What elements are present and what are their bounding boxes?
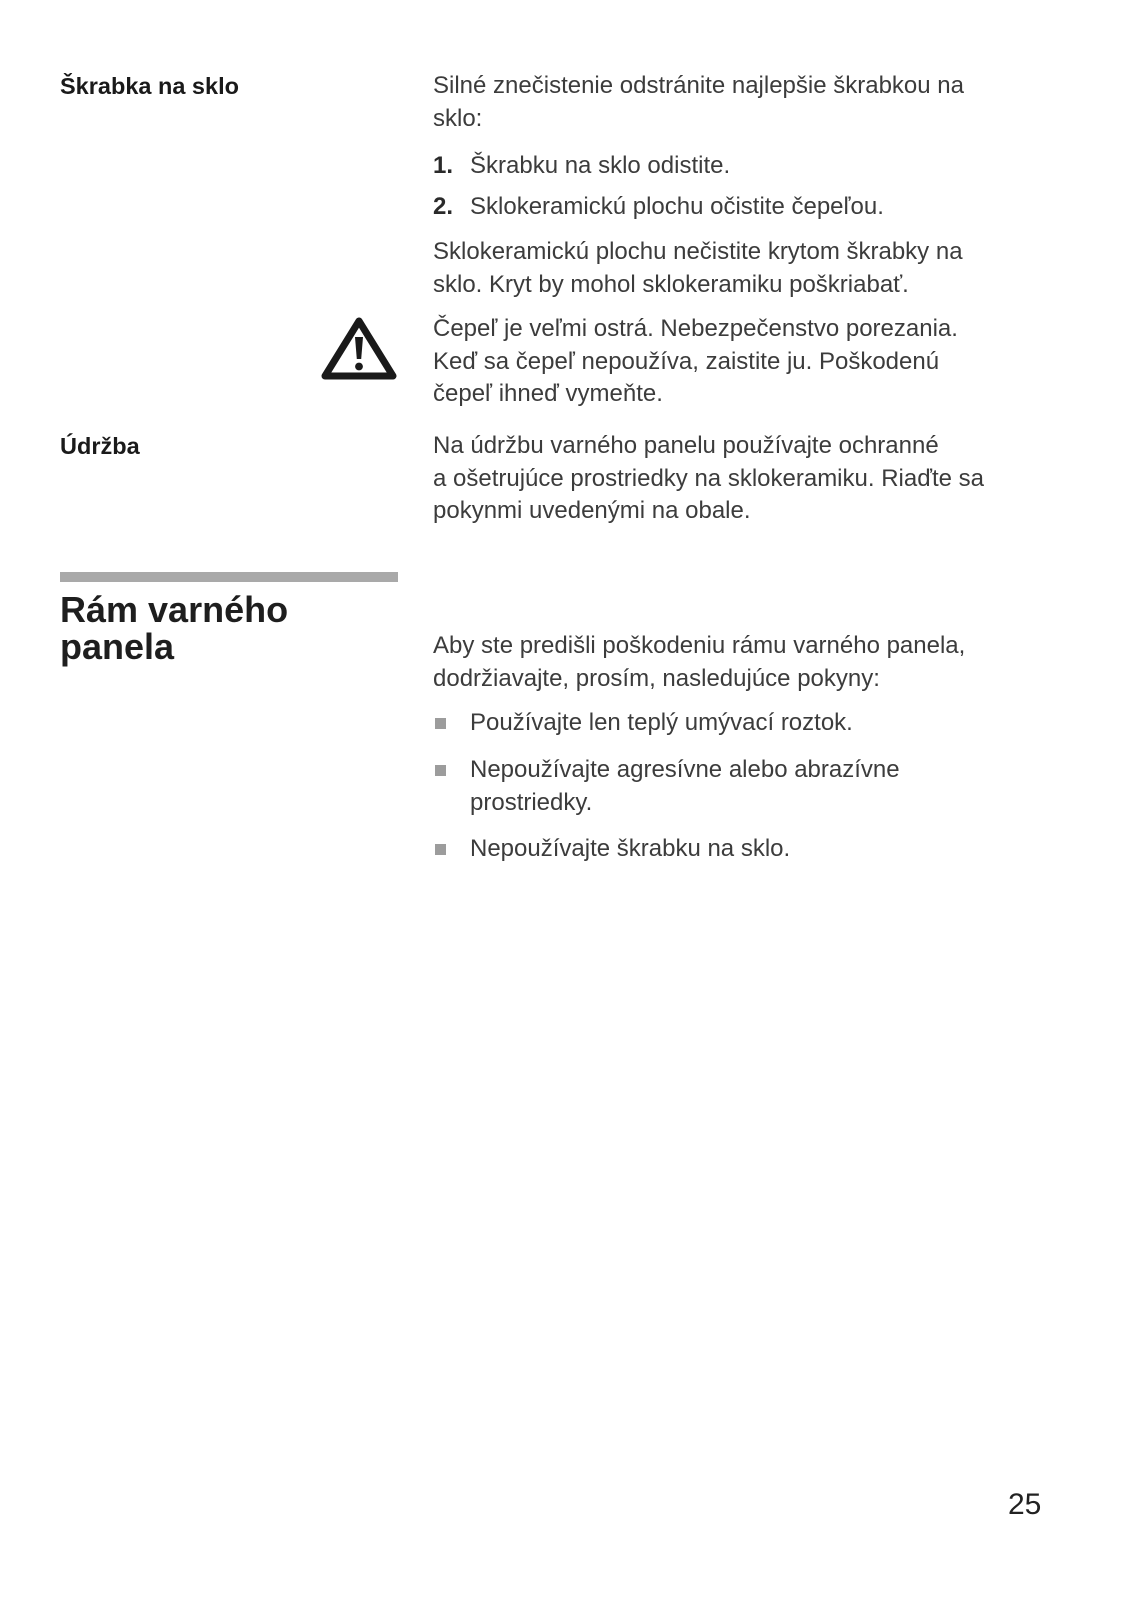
- scraper-note-line: sklo. Kryt by mohol sklokeramiku poškriabať.: [433, 270, 909, 298]
- frame-intro-line: dodržiavajte, prosím, nasledujúce pokyny:: [433, 664, 880, 692]
- frame-heading: [60, 591, 288, 665]
- step-item-1: [433, 150, 730, 183]
- bullet-line: Nepoužívajte agresívne alebo abrazívne: [470, 756, 900, 783]
- scraper-intro: [433, 70, 964, 135]
- warning-triangle-icon: [320, 314, 398, 382]
- frame-intro-line: Aby ste predišli poškodeniu rámu varného panela,: [433, 632, 966, 659]
- step-text: Sklokeramickú plochu očistite čepeľou.: [470, 193, 884, 220]
- scraper-heading: Škrabka na sklo: [60, 73, 239, 99]
- warning-line: čepeľ ihneď vymeňte.: [433, 380, 663, 407]
- scraper-intro-line: Silné znečistenie odstránite najlepšie škrabkou na: [433, 72, 964, 99]
- maintenance-heading: Údržba: [60, 433, 140, 459]
- frame-heading-line: Rám varného: [60, 589, 289, 630]
- scraper-note: [433, 236, 963, 301]
- scraper-note-line: Sklokeramickú plochu nečistite krytom škrabky na: [433, 238, 963, 265]
- warning-text: [433, 313, 958, 411]
- maintenance-text: [433, 430, 984, 528]
- bullet-line: Nepoužívajte škrabku na sklo.: [470, 835, 791, 862]
- maintenance-line: Na údržbu varného panelu používajte ochranné: [433, 432, 939, 459]
- step-item-2: [433, 191, 884, 224]
- square-bullet-icon: [435, 718, 446, 729]
- page-number: 25: [1008, 1488, 1042, 1521]
- maintenance-line: a ošetrujúce prostriedky na sklokeramiku. Riaďte sa: [433, 464, 984, 492]
- bullet-line: Používajte len teplý umývací roztok.: [470, 709, 853, 736]
- bullet-line: prostriedky.: [470, 788, 593, 816]
- bullet-text: [470, 833, 790, 866]
- frame-heading-line: panela: [60, 626, 175, 667]
- warning-line: Keď sa čepeľ nepoužíva, zaistite ju. Poškodenú: [433, 347, 940, 375]
- warning-line: Čepeľ je veľmi ostrá. Nebezpečenstvo porezania.: [433, 315, 958, 342]
- step-number: 2.: [433, 193, 454, 220]
- step-text: Škrabku na sklo odistite.: [470, 152, 731, 179]
- scraper-intro-line: sklo:: [433, 104, 483, 132]
- square-bullet-icon: [435, 844, 446, 855]
- maintenance-line: pokynmi uvedenými na obale.: [433, 497, 751, 524]
- frame-intro: [433, 630, 965, 695]
- section-divider: [60, 572, 398, 582]
- square-bullet-icon: [435, 765, 446, 776]
- step-number: 1.: [433, 152, 454, 179]
- bullet-text: [470, 707, 853, 740]
- bullet-text: [470, 754, 900, 816]
